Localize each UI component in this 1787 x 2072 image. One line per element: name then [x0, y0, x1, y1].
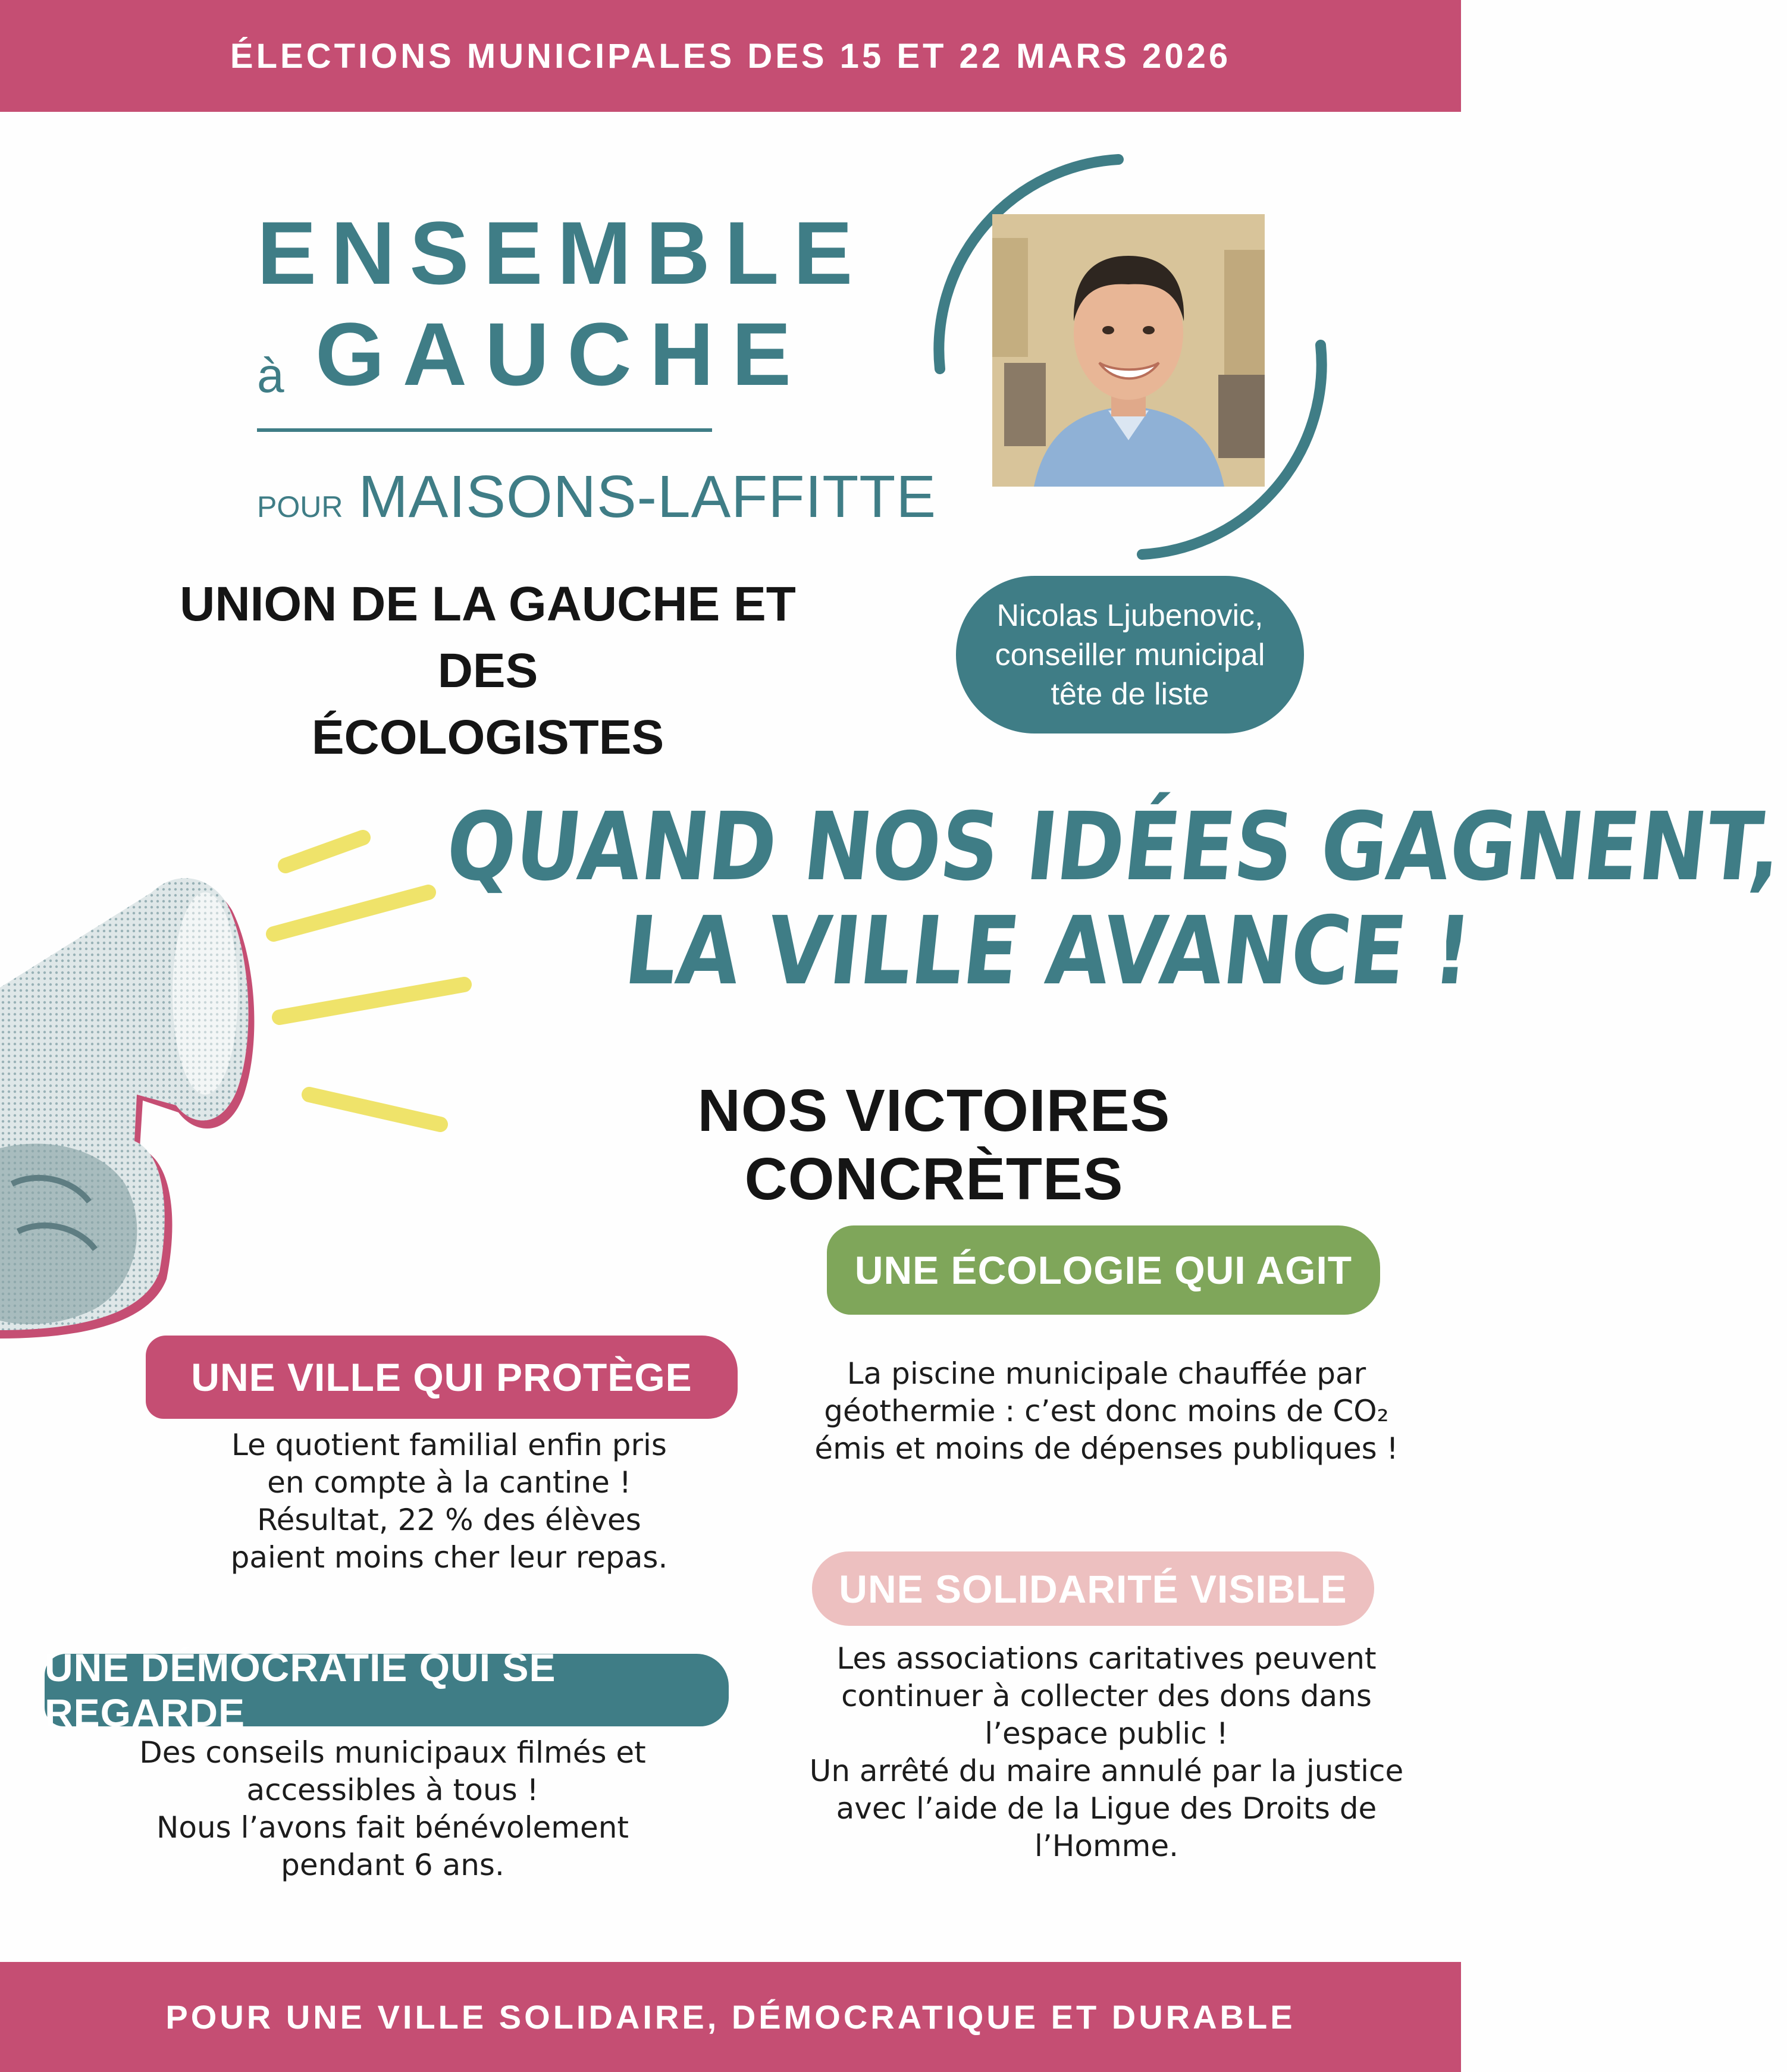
ecologie-line: géothermie : c’est donc moins de CO₂: [824, 1394, 1389, 1428]
solidarite-line: Un arrêté du maire annulé par la justice: [809, 1754, 1404, 1788]
logo-prefix: à: [257, 349, 284, 403]
solidarite-line: Les associations caritatives peuvent: [836, 1641, 1377, 1676]
header-text: ÉLECTIONS MUNICIPALES DES 15 ET 22 MARS 2026: [230, 36, 1231, 76]
candidate-photo: [992, 214, 1265, 487]
protege-line: Le quotient familial enfin pris: [231, 1428, 667, 1462]
democratie-line: pendant 6 ans.: [281, 1848, 504, 1882]
protege-text: [167, 1427, 732, 1576]
ecologie-heading-text: UNE ÉCOLOGIE QUI AGIT: [854, 1248, 1353, 1292]
democratie-text: [77, 1734, 708, 1884]
democratie-line: accessibles à tous !: [246, 1773, 539, 1807]
solidarite-line: l’Homme.: [1034, 1829, 1179, 1863]
solidarite-line: avec l’aide de la Ligue des Droits de: [836, 1791, 1377, 1826]
solidarite-text: [785, 1640, 1428, 1865]
ecologie-line: La piscine municipale chauffée par: [847, 1356, 1366, 1391]
logo-pour: POUR: [257, 490, 343, 524]
solidarite-line: continuer à collecter des dons dans: [841, 1679, 1372, 1713]
democratie-line: Nous l’avons fait bénévolement: [156, 1810, 629, 1845]
protege-line: en compte à la cantine !: [267, 1465, 631, 1500]
candidate-line: tête de liste: [1051, 676, 1209, 711]
solidarite-heading: [812, 1551, 1374, 1626]
slogan-line: QUAND NOS IDÉES GAGNENT,: [441, 792, 1787, 902]
logo-ensemble: ENSEMBLE: [257, 203, 867, 303]
footer-banner: [0, 1962, 1461, 2072]
victories-title: NOS VICTOIRES CONCRÈTES: [697, 1077, 1171, 1212]
union-title-line: ÉCOLOGISTES: [311, 710, 664, 764]
logo-city-line: [257, 463, 936, 531]
footer-text: POUR UNE VILLE SOLIDAIRE, DÉMOCRATIQUE ET DURABLE: [165, 1998, 1296, 2036]
candidate-name-badge: [956, 576, 1304, 733]
logo-city: MAISONS-LAFFITTE: [358, 463, 937, 530]
protege-line: Résultat, 22 % des élèves: [257, 1503, 641, 1537]
union-title-line: UNION DE LA GAUCHE ET DES: [180, 577, 796, 698]
ecologie-text: [785, 1355, 1428, 1468]
democratie-heading-text: UNE DÉMOCRATIE QUI SE REGARDE: [45, 1645, 556, 1735]
candidate-line: conseiller municipal: [995, 637, 1265, 672]
ecologie-heading: [827, 1225, 1380, 1315]
megaphone-sound-lines: [274, 838, 464, 1124]
megaphone-illustration: [0, 815, 488, 1362]
logo-divider: [257, 428, 712, 432]
union-title: [155, 571, 821, 771]
protege-heading-text: UNE VILLE QUI PROTÈGE: [191, 1355, 692, 1399]
protege-heading: [146, 1336, 738, 1419]
logo-gauche: GAUCHE: [315, 304, 810, 404]
solidarite-heading-text: UNE SOLIDARITÉ VISIBLE: [839, 1566, 1347, 1611]
protege-line: paient moins cher leur repas.: [230, 1540, 668, 1575]
solidarite-line: l’espace public !: [985, 1716, 1228, 1751]
candidate-line: Nicolas Ljubenovic,: [996, 598, 1264, 633]
democratie-heading: [45, 1645, 729, 1735]
slogan-line: LA VILLE AVANCE !: [620, 896, 1477, 1006]
header-banner: [0, 0, 1461, 112]
ecologie-line: émis et moins de dépenses publiques !: [814, 1431, 1399, 1466]
candidate-portrait-image: [992, 214, 1265, 487]
democratie-line: Des conseils municipaux filmés et: [139, 1735, 646, 1770]
